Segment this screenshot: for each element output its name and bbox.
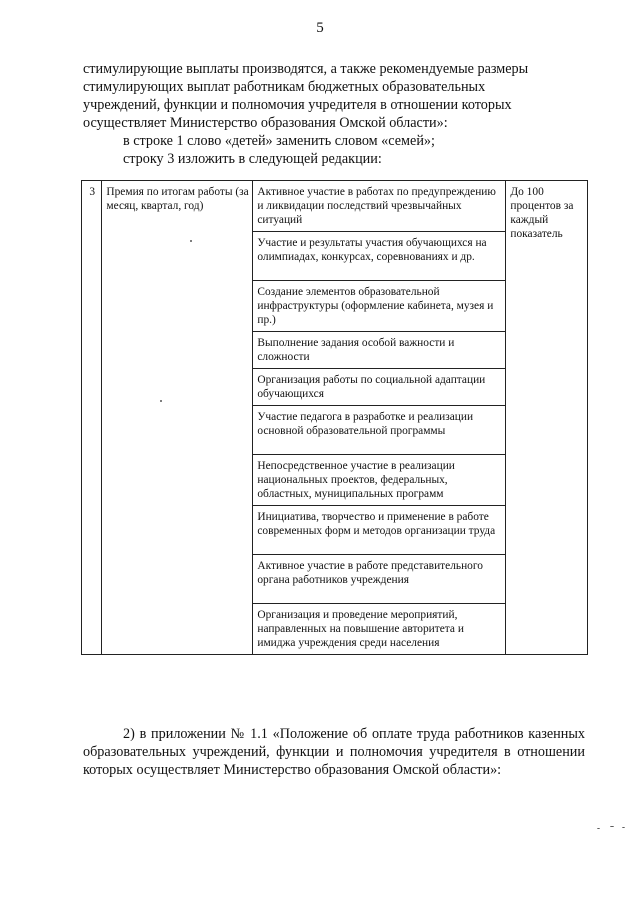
- instruction-restate-row: строку 3 изложить в следующей редакции:: [123, 151, 382, 167]
- scan-speck: [597, 828, 600, 829]
- intro-paragraph: [83, 60, 585, 132]
- criterion-cell: Участие педагога в разработке и реализации основной образовательной программы: [253, 406, 506, 455]
- row-number-cell: 3: [82, 181, 102, 655]
- scan-speck: [622, 827, 625, 828]
- criterion-cell: Выполнение задания особой важности и сложности: [253, 332, 506, 369]
- amendment-instructions: [83, 132, 585, 168]
- intro-line: стимулирующие выплаты производятся, а также рекомендуемые размеры: [83, 61, 529, 77]
- intro-line: учреждений, функции и полномочия учредителя в отношении которых: [83, 97, 512, 113]
- max-amount-cell: До 100 процентов за каждый показатель: [506, 181, 588, 655]
- closing-paragraph: 2) в приложении № 1.1 «Положение об оплате труда работников казенных образовательных учреждений, функции и полномочия учредителя в отношении которых осуществляет Министерство образования Омской области»:: [83, 726, 585, 778]
- intro-line: стимулирующих выплат работникам бюджетных образовательных: [83, 79, 486, 95]
- amendment-table: [81, 180, 588, 655]
- scan-speck: [160, 400, 162, 402]
- criterion-cell: Активное участие в работе представительного органа работников учреждения: [253, 555, 506, 604]
- criterion-cell: Непосредственное участие в реализации национальных проектов, федеральных, областных, муниципальных программ: [253, 455, 506, 506]
- criterion-cell: Создание элементов образовательной инфраструктуры (оформление кабинета, музея и пр.): [253, 281, 506, 332]
- intro-line: осуществляет Министерство образования Омской области»:: [83, 115, 448, 131]
- criterion-cell: Активное участие в работах по предупреждению и ликвидации последствий чрезвычайных ситуаций: [253, 181, 506, 232]
- criterion-cell: Организация работы по социальной адаптации обучающихся: [253, 369, 506, 406]
- scan-speck: [190, 240, 192, 242]
- criterion-cell: Организация и проведение мероприятий, направленных на повышение авторитета и имиджа учреждения среди населения: [253, 604, 506, 655]
- criterion-cell: Инициатива, творчество и применение в работе современных форм и методов организации труда: [253, 506, 506, 555]
- instruction-replace-word: в строке 1 слово «детей» заменить словом «семей»;: [123, 133, 435, 149]
- criterion-cell: Участие и результаты участия обучающихся на олимпиадах, конкурсах, соревнованиях и др.: [253, 232, 506, 281]
- closing-paragraph-block: [83, 725, 585, 779]
- scan-speck: [610, 826, 614, 827]
- payment-name-cell: Премия по итогам работы (за месяц, квартал, год): [102, 181, 253, 655]
- table-row: [82, 181, 588, 232]
- page-number: 5: [316, 20, 324, 36]
